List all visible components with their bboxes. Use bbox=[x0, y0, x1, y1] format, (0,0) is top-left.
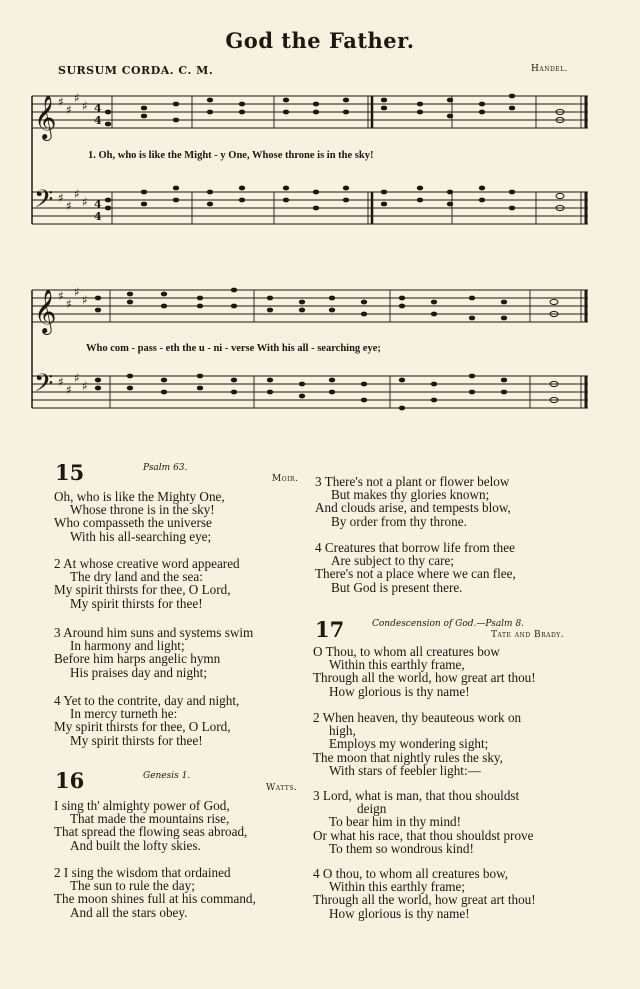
music-system-1 bbox=[24, 82, 594, 242]
hymn-15-verse-4: 4 Yet to the contrite, day and night, In mercy turneth he: My spirit thirsts for thee, O Lord, My spirit thirsts for thee! bbox=[54, 693, 240, 748]
svg-text:♯: ♯ bbox=[58, 95, 64, 109]
svg-text:♯: ♯ bbox=[58, 375, 64, 389]
hymn-17-source: Condescension of God.—Psalm 8. bbox=[372, 619, 525, 629]
hymn-17-verse-1: O Thou, to whom all creatures bow Within this earthly frame, Through all the world, how great art thou! How glorious is thy name! bbox=[313, 644, 536, 699]
hymn-number-15: 15 bbox=[55, 460, 85, 485]
svg-text:𝄞: 𝄞 bbox=[34, 95, 57, 139]
svg-text:♯: ♯ bbox=[74, 91, 80, 105]
svg-text:♯: ♯ bbox=[82, 195, 88, 209]
hymn-17-verse-3: 3 Lord, what is man, that thou shouldst deign To bear him in thy mind! Or what his race, that thou shouldst prove To them so wondrous kind! bbox=[313, 788, 534, 856]
svg-text:♯: ♯ bbox=[66, 297, 72, 311]
page-heading: God the Father. bbox=[225, 28, 415, 53]
svg-text:4: 4 bbox=[94, 210, 102, 223]
svg-text:♯: ♯ bbox=[74, 371, 80, 385]
svg-text:♯: ♯ bbox=[66, 199, 72, 213]
svg-text:♯: ♯ bbox=[82, 293, 88, 307]
svg-text:4: 4 bbox=[94, 114, 102, 127]
hymn-17-author: Tate and Brady. bbox=[491, 630, 565, 640]
hymn-number-16: 16 bbox=[55, 768, 85, 793]
svg-text:♯: ♯ bbox=[74, 285, 80, 299]
hymn-15-source: Psalm 63. bbox=[143, 463, 188, 473]
lyric-line-1: 1. Oh, who is like the Might - y One, Whose throne is in the sky! bbox=[88, 150, 374, 161]
hymn-16-verse-2: 2 I sing the wisdom that ordained The sun to rule the day; The moon shines full at his command, And all the stars obey. bbox=[54, 865, 256, 920]
svg-text:♯: ♯ bbox=[82, 379, 88, 393]
svg-text:♯: ♯ bbox=[66, 383, 72, 397]
svg-text:♯: ♯ bbox=[58, 191, 64, 205]
svg-text:4: 4 bbox=[94, 102, 102, 115]
hymn-16-author: Watts. bbox=[266, 783, 298, 793]
svg-text:♯: ♯ bbox=[66, 103, 72, 117]
composer-name: Handel. bbox=[531, 64, 568, 74]
svg-text:𝄢: 𝄢 bbox=[34, 185, 54, 220]
svg-text:𝄞: 𝄞 bbox=[34, 289, 57, 333]
hymn-15-verse-1: Oh, who is like the Mighty One, Whose throne is in the sky! Who compasseth the universe With his all-searching eye; bbox=[54, 489, 225, 544]
svg-text:4: 4 bbox=[94, 198, 102, 211]
hymn-15-verse-2: 2 At whose creative word appeared The dry land and the sea: My spirit thirsts for thee, O Lord, My spirit thirsts for thee! bbox=[54, 556, 240, 611]
hymn-17-verse-4: 4 O thou, to whom all creatures bow, Within this earthly frame; Through all the world, how great art thou! How glorious is thy name! bbox=[313, 866, 536, 921]
svg-text:♯: ♯ bbox=[74, 187, 80, 201]
hymn-15-verse-3b: 3 There's not a plant or flower below But makes thy glories known; And clouds arise, and tempests blow, By order from thy throne. bbox=[315, 474, 511, 529]
hymn-17-verse-2: 2 When heaven, thy beauteous work on high, Employs my wondering sight; The moon that nightly rules the sky, With stars of feebler light:— bbox=[313, 710, 522, 778]
tune-name: SURSUM CORDA. C. M. bbox=[58, 64, 214, 77]
hymn-15-author: Moir. bbox=[272, 474, 299, 484]
svg-text:𝄢: 𝄢 bbox=[34, 369, 54, 404]
hymn-15-verse-3: 3 Around him suns and systems swim In harmony and light; Before him harps angelic hymn His praises day and night; bbox=[54, 625, 254, 680]
svg-text:♯: ♯ bbox=[58, 289, 64, 303]
svg-text:♯: ♯ bbox=[82, 99, 88, 113]
hymn-number-17: 17 bbox=[315, 617, 345, 642]
hymn-16-source: Genesis 1. bbox=[143, 771, 191, 781]
hymn-15-verse-4b: 4 Creatures that borrow life from thee Are subject to thy care; There's not a place where we can flee, But God is present there. bbox=[315, 540, 516, 595]
lyric-line-2: Who com - pass - eth the u - ni - verse With his all - searching eye; bbox=[86, 343, 381, 354]
hymn-16-verse-1: I sing th' almighty power of God, That made the mountains rise, That spread the flowing seas abroad, And built the lofty skies. bbox=[54, 798, 248, 853]
